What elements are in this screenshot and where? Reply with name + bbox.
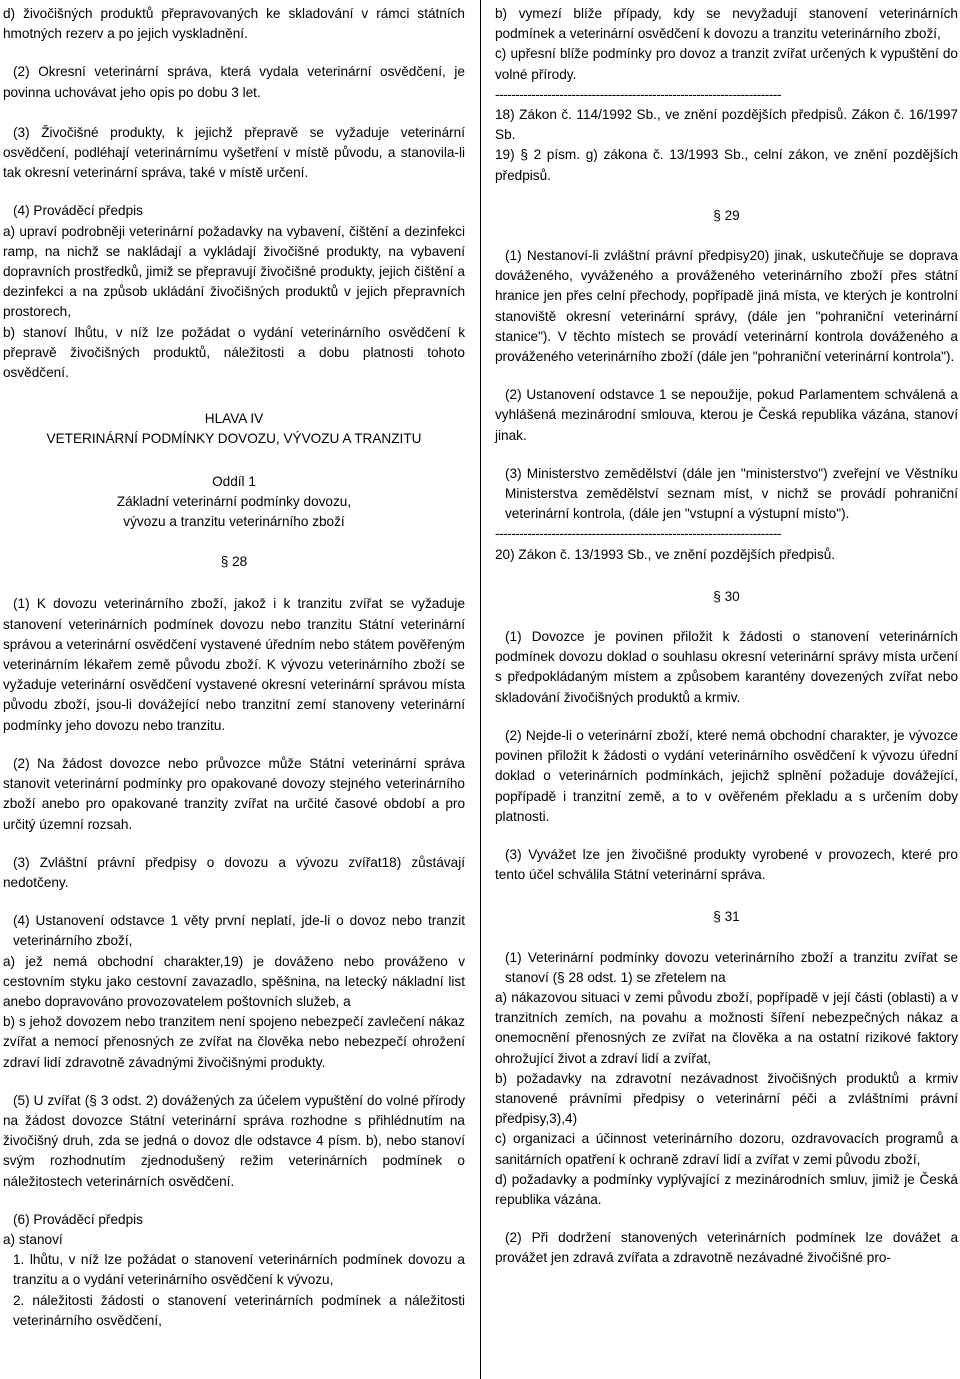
- chapter-title: VETERINÁRNÍ PODMÍNKY DOVOZU, VÝVOZU A TRANZITU: [46, 431, 422, 447]
- paragraph: (2) Ustanovení odstavce 1 se nepoužije, pokud Parlamentem schválená a vyhlášená mezinárodní smlouva, kterou je Česká republika vázána, stanoví jinak.: [495, 387, 958, 443]
- paragraph: (1) Nestanoví-li zvláštní právní předpisy20) jinak, uskutečňuje se doprava dováženého, vyváženého a prováženého veterinárního zboží přes státní hranice jen přes celní přechody, popřípadě jiná místa, ve kterých je kontrolní stanoviště okresní veterinární správy, (dále jen "pohraniční veterinární stanice"). V těchto místech se provádí veterinární kontrola dováženého a prováženého veterinárního zboží (dále jen "pohraniční veterinární kontrola").: [495, 248, 958, 365]
- paragraph-sign: § 30: [713, 588, 740, 604]
- list-item: b) požadavky na zdravotní nezávadnost živočišných produktů a krmiv stanovené právními předpisy o veterinární péči a zvláštními právní předpisy,3),4): [495, 1070, 958, 1127]
- footnote: 20) Zákon č. 13/1993 Sb., ve znění pozdějších předpisů.: [495, 546, 836, 562]
- left-column: [3, 4, 465, 1349]
- section-title-line: vývozu a tranzitu veterinárního zboží: [123, 514, 345, 530]
- list-item: c) upřesní blíže podmínky pro dovoz a tranzit zvířat určených k vypuštění do volné přírody.: [495, 46, 958, 82]
- paragraph: (2) Okresní veterinární správa, která vydala veterinární osvědčení, je povinna uchovávat jeho opis po dobu 3 let.: [3, 64, 465, 100]
- subsection-title: (4) Prováděcí předpis: [13, 203, 143, 219]
- paragraph: (2) Na žádost dovozce nebo průvozce může Státní veterinární správa stanovit veterinární podmínky pro opakované dovozy stejného veterinárního zboží anebo pro opakované tranzity zvířat na určité časové období a pro určitý územní rozsah.: [3, 755, 465, 832]
- footnote-separator: -----------------------------------------------------------------------: [495, 526, 781, 542]
- paragraph-text: (3) Ministerstvo zemědělství (dále jen "ministerstvo") zveřejní ve Věstníku Ministerstva zemědělství seznam míst, v nichž se provádí pohraniční veterinární kontrola, (dále jen "vstupní a výstupní místo").: [505, 465, 958, 522]
- section-heading: [3, 472, 465, 533]
- paragraph: [3, 911, 465, 1073]
- paragraph: (1) Dovozce je povinen přiložit k žádosti o stanovení veterinárních podmínek dovozu doklad o souhlasu okresní veterinární správy místa určení s předpokládaným místem a způsobem karantény dovezených zvířat nebo skladování živočišných produktů a krmiv.: [495, 629, 958, 705]
- list-item: c) organizaci a účinnost veterinárního dozoru, ozdravovacích programů a sanitárních opatření k ochraně zdraví lidí a zvířat v zemi původu zboží,: [495, 1131, 958, 1167]
- list-item: a) nákazovou situaci v zemi původu zboží, popřípadě v její části (oblasti) a v tranzitních zemích, na povahu a možnosti šíření nebezpečných nákaz a onemocnění přenosných ze zvířat na člověka a na ostatní rizikové faktory ohrožující život a zdraví lidí a zvířat,: [495, 989, 958, 1066]
- paragraph: (2) Nejde-li o veterinární zboží, které nemá obchodní charakter, je vývozce povinen přiložit k žádosti o vydání veterinárního osvědčení k vývozu úřední doklad o veterinárních podmínkách, jejichž splnění požaduje dovážející, popřípadě i tranzitní země, a to v ověřeném překladu a s určením doby platnosti.: [495, 727, 958, 824]
- paragraph: d) živočišných produktů přepravovaných ke skladování v rámci státních hmotných rezerv a po jejich vyskladnění.: [3, 6, 465, 42]
- paragraph: [495, 464, 958, 565]
- list-item: a) stanoví: [3, 1231, 63, 1247]
- paragraph-4: [3, 201, 465, 383]
- paragraph-sign: § 29: [713, 207, 740, 223]
- paragraph: (2) Při dodržení stanovených veterinárních podmínek lze dovážet a provážet jen zdravá zvířata a zdravotně nezávadné živočišné pro-: [495, 1230, 958, 1266]
- paragraph-sign: § 28: [220, 554, 248, 570]
- list-item: b) stanoví lhůtu, v níž lze požádat o vydání veterinárního osvědčení k přepravě živočišných produktů, náležitosti a dobu platnosti tohoto osvědčení.: [3, 324, 465, 381]
- section-number: Oddíl 1: [212, 473, 256, 489]
- list-item: a) upraví podrobněji veterinární požadavky na vybavení, čištění a dezinfekci ramp, na nichž se nakládají a vykládají živočišné produkty, na vybavení dopravních prostředků, jimiž se přepravují živočišné produkty, jejich čištění a dezinfekci a na způsob ukládání živočišných produktů v jejich přepravních prostorech,: [3, 223, 465, 320]
- section-title-line: Základní veterinární podmínky dovozu,: [116, 493, 352, 509]
- footnote: 19) § 2 písm. g) zákona č. 13/1993 Sb., celní zákon, ve znění pozdějších předpisů.: [495, 147, 958, 183]
- list-intro: (4) Ustanovení odstavce 1 věty první neplatí, jde-li o dovoz nebo tranzit veterinárního zboží,: [13, 913, 465, 949]
- paragraph: (3) Živočišné produkty, k jejichž přepravě se vyžaduje veterinární osvědčení, podléhají veterinárnímu vyšetření v místě původu, a stanovila-li tak okresní veterinární správa, také v místě určení.: [3, 124, 465, 181]
- list-item: 1. lhůtu, v níž lze požádat o stanovení veterinárních podmínek dovozu a tranzitu a o vydání veterinárního osvědčení k vývozu,: [13, 1252, 465, 1288]
- list-intro: (1) Veterinární podmínky dovozu veterinárního zboží a tranzitu zvířat se stanoví (§ 28 odst. 1) se zřetelem na: [505, 949, 958, 985]
- paragraph-sign: § 31: [713, 909, 740, 925]
- subsection-title: (6) Prováděcí předpis: [13, 1211, 143, 1227]
- list-item: 2. náležitosti žádosti o stanovení veterinárních podmínek a náležitosti veterinárního osvědčení,: [13, 1292, 465, 1328]
- paragraph: (3) Vyvážet lze jen živočišné produkty vyrobené v provozech, které pro tento účel schválila Státní veterinární správa.: [495, 846, 958, 883]
- paragraph: (1) K dovozu veterinárního zboží, jakož i k tranzitu zvířat se vyžaduje stanovení veterinárních podmínek dovozu nebo tranzitu Státní veterinární správou a veterinární osvědčení vystavené úředním nebo státem pověřeným veterinárním lékařem země původu zboží. K vývozu veterinárního zboží se vyžaduje veterinární osvědčení vystavené okresní veterinární správou místa původu zboží, jsou-li dovážející nebo tranzitní zemí stanoveny veterinární podmínky jeho dovozu nebo tranzitu.: [3, 596, 465, 733]
- list-item: b) s jehož dovozem nebo tranzitem není spojeno nebezpečí zavlečení nákaz zvířat a nemocí přenosných ze zvířat na člověka nebo nebezpečí ohrožení zdraví lidí zdravotně závadnými živočišnými produkty.: [3, 1014, 465, 1070]
- paragraph: [3, 1210, 465, 1331]
- list-item: a) jež nemá obchodní charakter,19) je dováženo nebo prováženo v cestovním styku jako cestovní zavazadlo, spěšnina, na letecký nákladní list anebo dopravováno provozovatelem poštovních služeb, a: [3, 953, 465, 1009]
- paragraph: [495, 948, 958, 1211]
- list-item: d) požadavky a podmínky vyplývající z mezinárodních smluv, jimiž je Česká republika vázána.: [495, 1171, 958, 1207]
- list-item: b) vymezí blíže případy, kdy se nevyžadují stanovení veterinárních podmínek a veterinární osvědčení k dovozu a tranzitu veterinárního zboží,: [495, 6, 958, 42]
- right-column: [495, 4, 958, 1287]
- footnote-separator: -----------------------------------------------------------------------: [495, 86, 781, 102]
- footnote: 18) Zákon č. 114/1992 Sb., ve znění pozdějších předpisů. Zákon č. 16/1997 Sb.: [495, 107, 958, 143]
- paragraph: (5) U zvířat (§ 3 odst. 2) dovážených za účelem vypuštění do volné přírody na žádost dovozce Státní veterinární správa rozhodne s přihlédnutím na živočišný druh, zda se jedná o dovoz dle odstavce 4 písm. b), nebo stanoví svým rozhodnutím zjednodušený režim veterinárních podmínek o náležitostech veterinárních osvědčení.: [3, 1092, 465, 1189]
- column-divider: [480, 0, 481, 1379]
- chapter-heading: [3, 409, 465, 449]
- list-block: [495, 4, 958, 186]
- chapter-number: HLAVA IV: [204, 411, 264, 427]
- paragraph: (3) Zvláštní právní předpisy o dovozu a vývozu zvířat18) zůstávají nedotčeny.: [3, 854, 465, 890]
